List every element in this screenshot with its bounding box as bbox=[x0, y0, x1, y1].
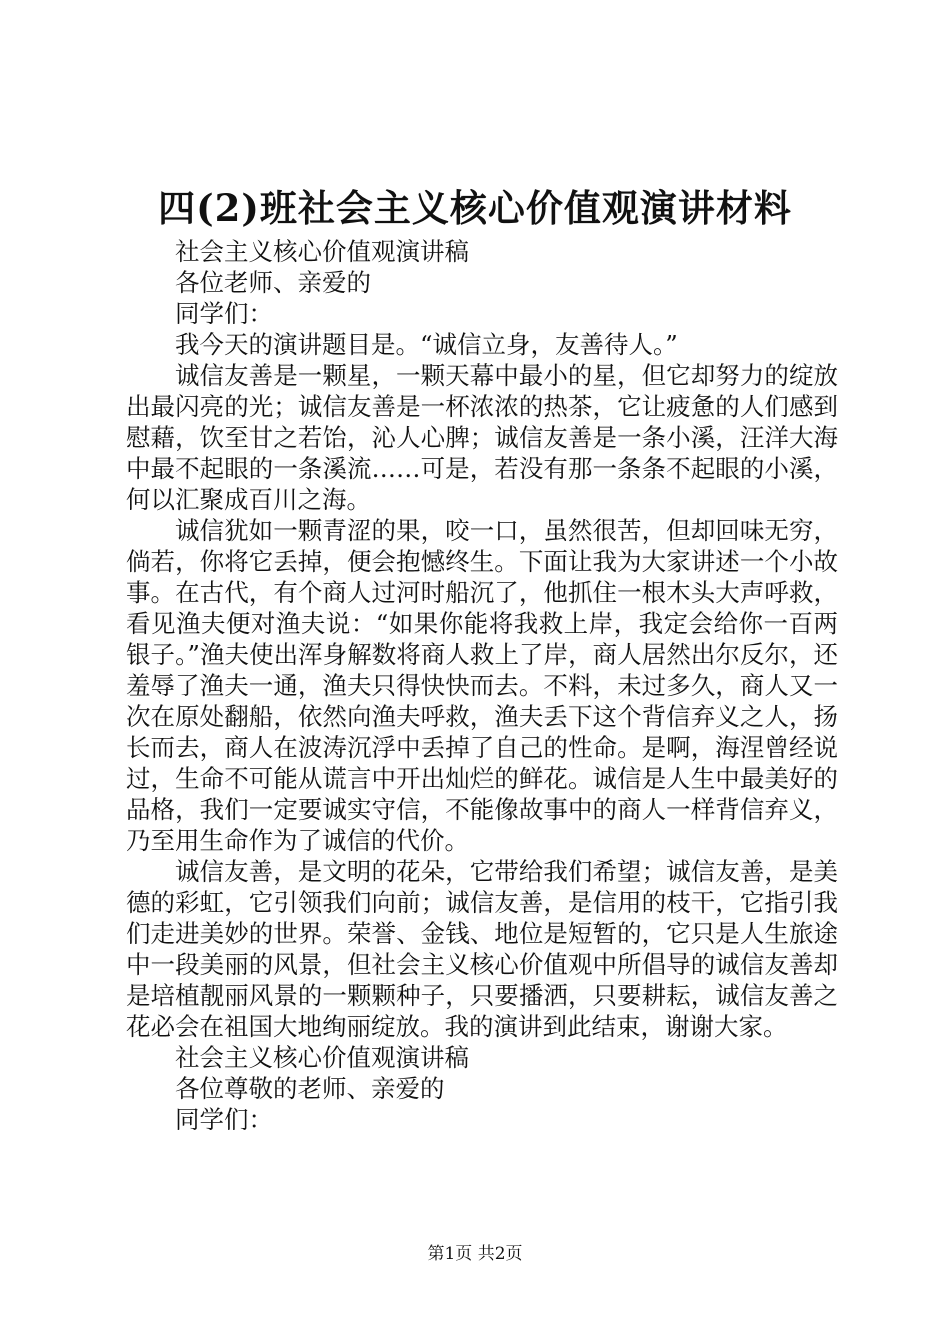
paragraph: 各位老师、亲爱的 bbox=[175, 268, 371, 297]
document-body bbox=[126, 236, 838, 1135]
paragraph: 我今天的演讲题目是。“诚信立身，友善待人。” bbox=[175, 330, 678, 359]
paragraph: 诚信友善，是文明的花朵，它带给我们希望；诚信友善，是美德的彩虹，它引领我们向前；诚信友善，是信用的枝干，它指引我们走进美妙的世界。荣誉、金钱、地位是短暂的，它只是人生旅途中一段美丽的风景，但社会主义核心价值观中所倡导的诚信友善却是培植靓丽风景的一颗颗种子，只要播洒，只要耕耘，诚信友善之花必会在祖国大地绚丽绽放。我的演讲到此结束，谢谢大家。 bbox=[126, 857, 838, 1041]
paragraph: 诚信友善是一颗星，一颗天幕中最小的星，但它却努力的绽放出最闪亮的光；诚信友善是一杯浓浓的热茶，它让疲惫的人们感到慰藉，饮至甘之若饴，沁人心脾；诚信友善是一条小溪，汪洋大海中最不起眼的一条溪流……可是，若没有那一条条不起眼的小溪，何以汇聚成百川之海。 bbox=[126, 361, 838, 514]
paragraph: 同学们： bbox=[175, 299, 273, 328]
paragraph: 各位尊敬的老师、亲爱的 bbox=[175, 1074, 445, 1103]
paragraph: 同学们： bbox=[175, 1105, 273, 1134]
paragraph: 社会主义核心价值观演讲稿 bbox=[175, 237, 469, 266]
page-footer: 第1页 共2页 bbox=[427, 1244, 523, 1264]
paragraph: 社会主义核心价值观演讲稿 bbox=[175, 1043, 469, 1072]
paragraph: 诚信犹如一颗青涩的果，咬一口，虽然很苦，但却回味无穷，倘若，你将它丢掉，便会抱憾终生。下面让我为大家讲述一个小故事。在古代，有个商人过河时船沉了，他抓住一根木头大声呼救，看见渔夫便对渔夫说：“如果你能将我救上岸，我定会给你一百两银子。”渔夫使出浑身解数将商人救上了岸，商人居然出尔反尔，还羞辱了渔夫一通，渔夫只得快快而去。不料，未过多久，商人又一次在原处翻船，依然向渔夫呼救，渔夫丢下这个背信弃义之人，扬长而去，商人在波涛沉浮中丢掉了自己的性命。是啊，海涅曾经说过，生命不可能从谎言中开出灿烂的鲜花。诚信是人生中最美好的品格，我们一定要诚实守信，不能像故事中的商人一样背信弃义，乃至用生命作为了诚信的代价。 bbox=[126, 516, 838, 855]
document-title: 四(2)班社会主义核心价值观演讲材料 bbox=[158, 186, 792, 230]
